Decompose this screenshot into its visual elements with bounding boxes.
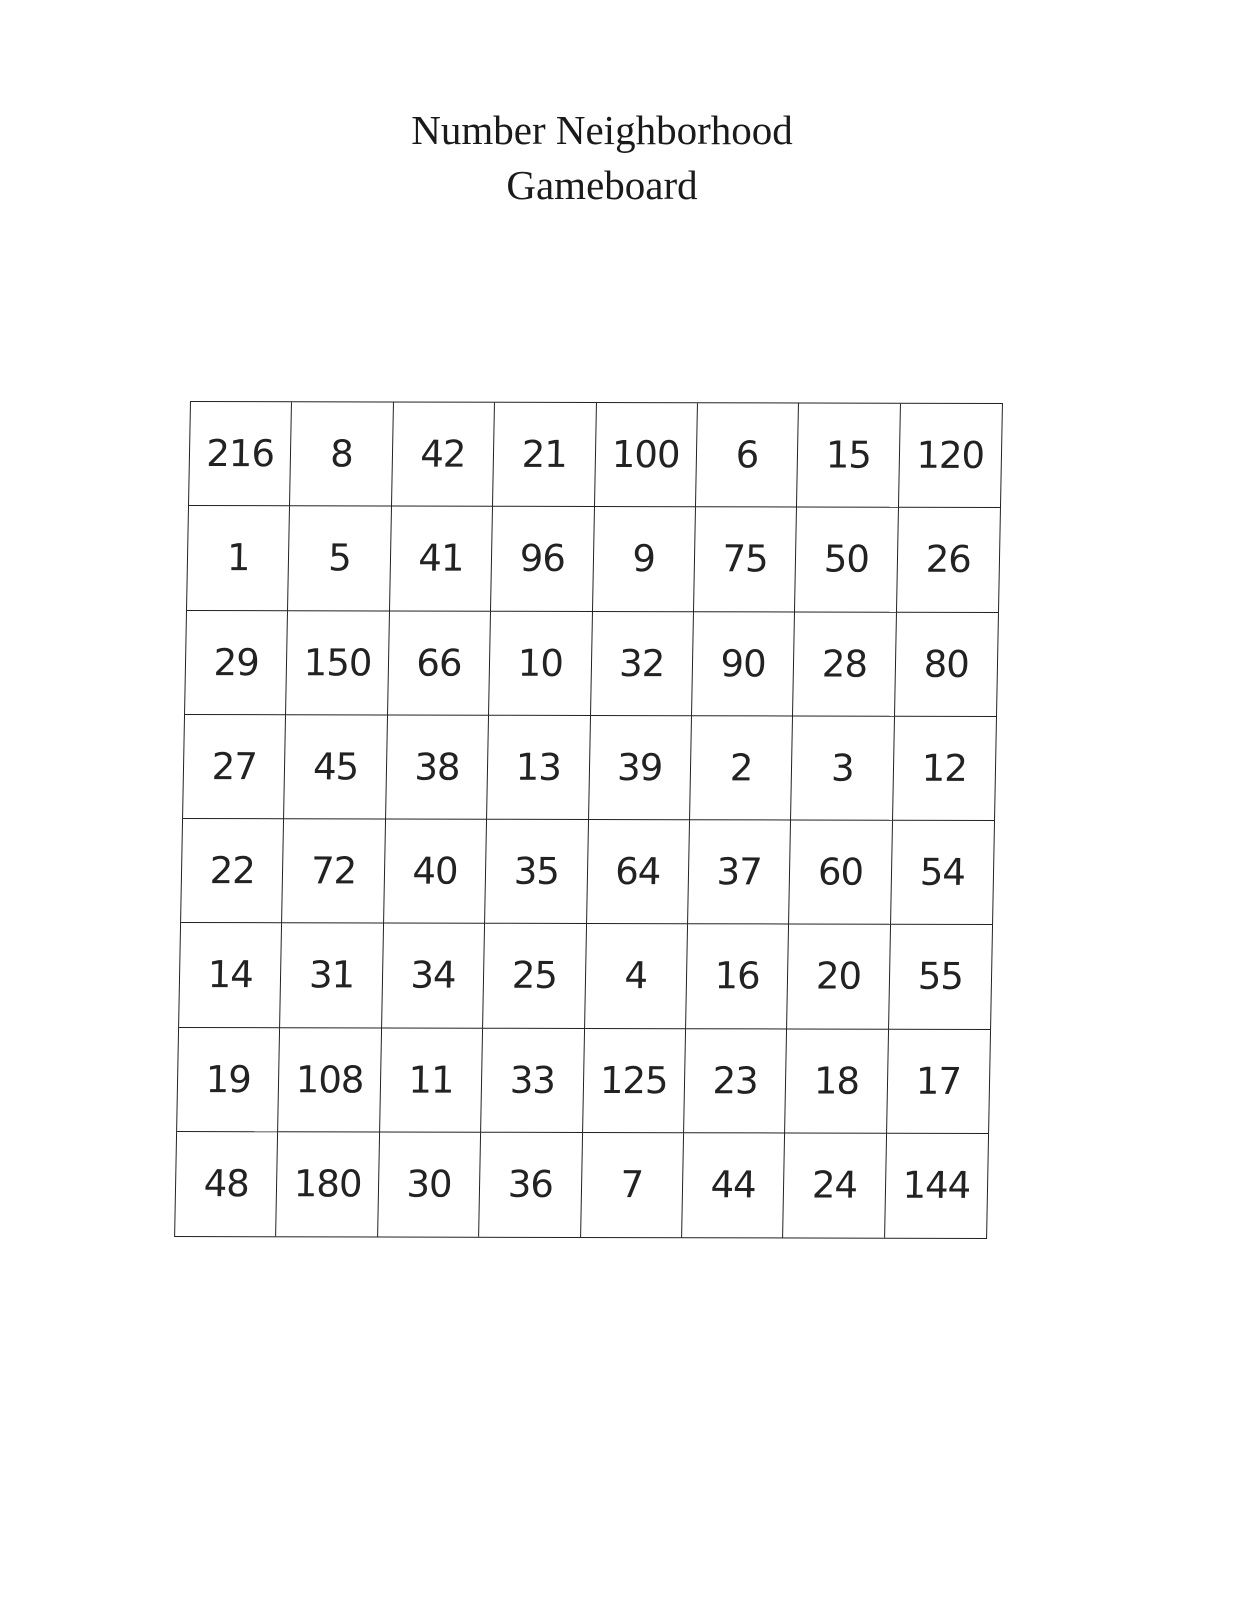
board-cell: 75 [694, 507, 797, 611]
board-cell: 32 [591, 611, 694, 715]
board-cell: 72 [282, 819, 385, 923]
board-cell: 38 [386, 715, 489, 819]
board-cell: 216 [189, 402, 292, 506]
board-cell: 18 [785, 1029, 888, 1133]
board-cell: 96 [491, 507, 594, 611]
board-cell: 108 [278, 1028, 381, 1132]
board-cell: 11 [380, 1028, 483, 1132]
board-cell: 66 [388, 611, 491, 715]
page-title: Number Neighborhood [411, 107, 793, 153]
board-cell: 31 [280, 923, 383, 1027]
board-cell: 55 [889, 925, 992, 1029]
board-cell: 36 [479, 1132, 582, 1236]
board-cell: 60 [789, 820, 892, 924]
gameboard-grid [174, 401, 1003, 1239]
page-subtitle: Gameboard [506, 162, 698, 208]
board-cell: 54 [891, 821, 994, 925]
board-cell: 37 [688, 820, 791, 924]
board-cell: 21 [493, 403, 596, 507]
board-cell: 29 [185, 611, 288, 715]
board-cell: 64 [587, 820, 690, 924]
board-cell: 48 [175, 1132, 278, 1236]
board-cell: 16 [686, 924, 789, 1028]
board-cell: 20 [787, 925, 890, 1029]
board-cell: 12 [893, 716, 996, 820]
board-cell: 34 [382, 924, 485, 1028]
board-cell: 4 [585, 924, 688, 1028]
board-cell: 19 [177, 1028, 280, 1132]
board-cell: 144 [902, 1164, 971, 1208]
board-cell: 23 [684, 1029, 787, 1133]
board-cell: 15 [797, 403, 900, 507]
board-cell: 28 [793, 612, 896, 716]
board-cell: 7 [581, 1133, 684, 1237]
board-cell: 125 [583, 1028, 686, 1132]
board-cell: 2 [690, 716, 793, 820]
board-cell: 8 [290, 402, 393, 506]
board-cell: 35 [485, 820, 588, 924]
board-cell: 50 [795, 508, 898, 612]
board-cell: 90 [692, 612, 795, 716]
board-cell: 14 [179, 923, 282, 1027]
board-cell: 100 [594, 403, 697, 507]
board-cell: 120 [899, 404, 1002, 508]
board-cell: 24 [783, 1133, 886, 1237]
board-cell: 150 [286, 611, 389, 715]
board-cell: 22 [181, 819, 284, 923]
board-cell: 25 [483, 924, 586, 1028]
board-cell: 17 [887, 1029, 990, 1133]
board-cell: 3 [791, 716, 894, 820]
board-cell: 41 [390, 507, 493, 611]
board-cell: 44 [682, 1133, 785, 1237]
board-cell: 6 [696, 403, 799, 507]
board-cell: 13 [487, 715, 590, 819]
board-cell: 180 [276, 1132, 379, 1236]
board-cell: 42 [392, 402, 495, 506]
board-cell: 33 [481, 1028, 584, 1132]
board-cell: 45 [284, 715, 387, 819]
board-cell: 10 [489, 611, 592, 715]
board-cell: 26 [897, 508, 1000, 612]
board-cell: 30 [378, 1132, 481, 1236]
board-cell: 9 [592, 507, 695, 611]
board-cell: 1 [187, 506, 290, 610]
board-cell: 40 [384, 819, 487, 923]
board-cell: 27 [183, 715, 286, 819]
board-cell: 80 [895, 612, 998, 716]
board-cell: 39 [589, 716, 692, 820]
board-cell: 5 [288, 506, 391, 610]
